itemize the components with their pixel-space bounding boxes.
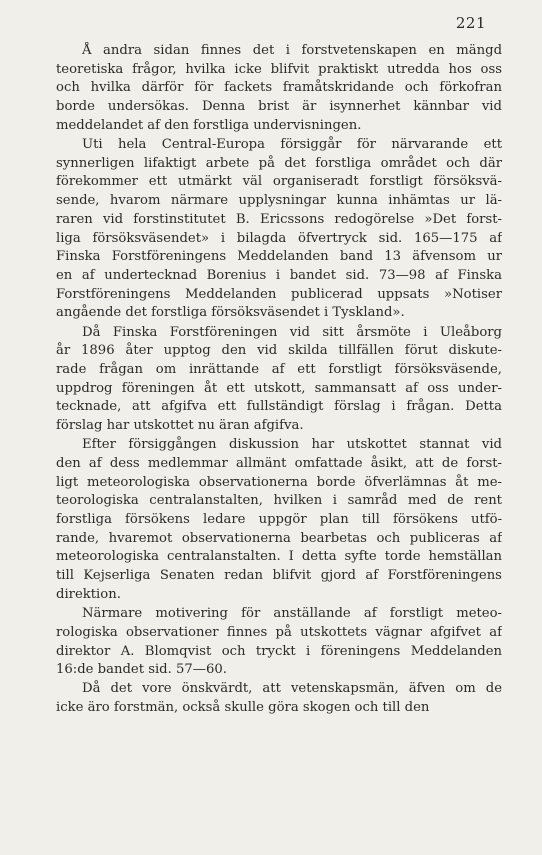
text-block: [56, 42, 502, 718]
text-line: förslag har utskottet nu äran afgifva.: [56, 418, 304, 434]
text-line: rologiska observationer finnes på utskottets vägnar afgifvet af: [56, 624, 502, 640]
text-line: direktor A. Blomqvist och tryckt i föreningens Meddelanden: [56, 643, 502, 659]
text-line: Finska Forstföreningens Meddelanden band 13 äfvensom ur: [56, 249, 502, 265]
text-line: raren vid forstinstitutet B. Ericssons redogörelse »Det forst-: [56, 211, 502, 227]
page-number: 221: [455, 14, 486, 32]
text-line: Å andra sidan finnes det i forstvetenskapen en mängd: [82, 43, 502, 58]
text-line: den af dess medlemmar allmänt omfattade åsikt, att de forst-: [56, 455, 502, 471]
paragraph: [56, 680, 502, 717]
paragraph: [56, 436, 502, 604]
paragraph: [56, 136, 502, 323]
text-line: år 1896 åter upptog den vid skilda tillfällen förut diskute-: [56, 343, 502, 359]
text-line: meddelandet af den forstliga undervisningen.: [56, 117, 362, 133]
text-line: uppdrog föreningen åt ett utskott, sammansatt af oss under-: [56, 380, 502, 396]
text-line: förekommer ett utmärkt väl organiseradt forstligt försöksvä-: [56, 174, 502, 190]
text-line: rande, hvaremot observationerna bearbetas och publiceras af: [56, 530, 502, 546]
text-line: Då det vore önskvärdt, att vetenskapsmän, äfven om de: [82, 681, 502, 697]
text-line: rade frågan om inrättande af ett forstligt försöksväsende,: [56, 361, 502, 377]
text-line: teorologiska centralanstalten, hvilken i samråd med de rent: [56, 493, 502, 509]
text-line: Då Finska Forstföreningen vid sitt årsmöte i Uleåborg: [82, 324, 502, 340]
text-line: 16:de bandet sid. 57—60.: [56, 662, 227, 678]
text-line: Närmare motivering för anställande af forstligt meteo-: [82, 606, 502, 622]
text-line: angående det forstliga försöksväsendet i Tyskland».: [56, 305, 405, 321]
text-line: Uti hela Central-Europa försiggår för närvarande ett: [82, 137, 502, 153]
text-line: tecknade, att afgifva ett fullständigt förslag i frågan. Detta: [56, 399, 502, 415]
text-line: liga försöksväsendet» i bilagda öfvertryck sid. 165—175 af: [56, 230, 502, 246]
paragraph: [56, 324, 502, 436]
text-line: forstliga försökens ledare uppgör plan till försökens utfö-: [56, 512, 502, 528]
text-line: Forstföreningens Meddelanden publicerad uppsats »Notiser: [56, 286, 502, 302]
text-line: synnerligen lifaktigt arbete på det forstliga området och där: [56, 155, 502, 171]
text-line: Efter försiggången diskussion har utskottet stannat vid: [82, 437, 502, 453]
text-line: direktion.: [56, 586, 121, 602]
text-line: sende, hvarom närmare upplysningar kunna inhämtas ur lä-: [56, 193, 502, 209]
paragraph: [56, 42, 502, 136]
text-line: teoretiska frågor, hvilka icke blifvit praktiskt utredda hos oss: [56, 61, 502, 77]
text-line: borde undersökas. Denna brist är isynnerhet kännbar vid: [56, 99, 502, 115]
text-line: och hvilka därför för fackets framåtskridande och förkofran: [56, 80, 502, 96]
text-line: ligt meteorologiska observationerna borde öfverlämnas åt me-: [56, 474, 502, 490]
text-line: till Kejserliga Senaten redan blifvit gjord af Forstföreningens: [56, 568, 502, 584]
text-line: icke äro forstmän, också skulle göra skogen och till den: [56, 700, 430, 716]
text-line: en af undertecknad Borenius i bandet sid. 73—98 af Finska: [56, 267, 502, 283]
text-line: meteorologiska centralanstalten. I detta syfte torde hemställan: [56, 549, 502, 565]
paragraph: [56, 605, 502, 680]
